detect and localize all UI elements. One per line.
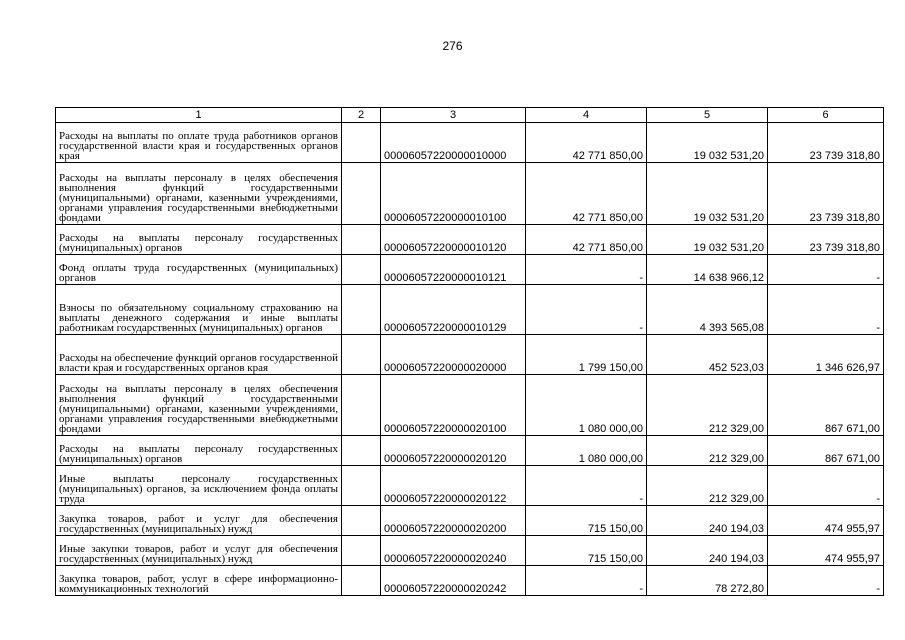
row-column-2	[342, 506, 381, 536]
row-description: Расходы на выплаты по оплате труда работников органов государственной власти края и государственных органов края	[56, 123, 342, 163]
row-value-col5: 19 032 531,20	[647, 163, 768, 225]
row-code: 00006057220000020240	[381, 536, 526, 566]
row-description: Расходы на выплаты персоналу государственных (муниципальных) органов	[56, 436, 342, 466]
column-header: 2	[342, 108, 381, 123]
column-header: 1	[56, 108, 342, 123]
row-column-2	[342, 163, 381, 225]
column-header: 3	[381, 108, 526, 123]
table-row	[56, 536, 884, 566]
table-row	[56, 375, 884, 436]
row-value-col6: 23 739 318,80	[768, 225, 884, 255]
column-header: 6	[768, 108, 884, 123]
row-description: Расходы на выплаты персоналу государственных (муниципальных) органов	[56, 225, 342, 255]
row-code: 00006057220000020000	[381, 335, 526, 375]
row-value-col5: 212 329,00	[647, 436, 768, 466]
table-row	[56, 436, 884, 466]
table-row	[56, 466, 884, 506]
row-column-2	[342, 436, 381, 466]
row-value-col6: 23 739 318,80	[768, 163, 884, 225]
row-value-col4: 1 080 000,00	[526, 375, 647, 436]
row-value-col4: -	[526, 255, 647, 285]
row-value-col4: 42 771 850,00	[526, 163, 647, 225]
row-value-col6: 867 671,00	[768, 375, 884, 436]
row-column-2	[342, 536, 381, 566]
table-row	[56, 255, 884, 285]
row-value-col4: 42 771 850,00	[526, 225, 647, 255]
row-description: Взносы по обязательному социальному страхованию на выплаты денежного содержания и иные выплаты работникам государственных (муниципальных) органов	[56, 285, 342, 335]
page-number: 276	[442, 39, 463, 53]
column-header: 4	[526, 108, 647, 123]
row-code: 00006057220000010129	[381, 285, 526, 335]
row-value-col5: 240 194,03	[647, 506, 768, 536]
row-value-col6: 474 955,97	[768, 536, 884, 566]
row-value-col5: 14 638 966,12	[647, 255, 768, 285]
row-description: Расходы на выплаты персоналу в целях обеспечения выполнения функций государственными (муниципальными) органами, казенными учреждениями, органами управления государственными внебюджетными фондами	[56, 375, 342, 436]
table-row	[56, 123, 884, 163]
row-value-col5: 240 194,03	[647, 536, 768, 566]
row-value-col5: 19 032 531,20	[647, 123, 768, 163]
row-value-col4: -	[526, 466, 647, 506]
row-column-2	[342, 375, 381, 436]
row-value-col4: 1 080 000,00	[526, 436, 647, 466]
row-column-2	[342, 255, 381, 285]
table-row	[56, 506, 884, 536]
row-column-2	[342, 466, 381, 506]
row-code: 00006057220000020100	[381, 375, 526, 436]
row-value-col4: 715 150,00	[526, 536, 647, 566]
row-code: 00006057220000010121	[381, 255, 526, 285]
row-description: Закупка товаров, работ и услуг для обеспечения государственных (муниципальных) нужд	[56, 506, 342, 536]
row-value-col5: 212 329,00	[647, 375, 768, 436]
table-row	[56, 163, 884, 225]
row-column-2	[342, 285, 381, 335]
row-description: Закупка товаров, работ, услуг в сфере информационно-коммуникационных технологий	[56, 566, 342, 596]
row-description: Иные выплаты персоналу государственных (муниципальных) органов, за исключением фонда оплаты труда	[56, 466, 342, 506]
row-value-col5: 212 329,00	[647, 466, 768, 506]
row-code: 00006057220000020122	[381, 466, 526, 506]
row-value-col4: -	[526, 285, 647, 335]
row-code: 00006057220000020120	[381, 436, 526, 466]
table-header-row	[56, 108, 884, 123]
row-column-2	[342, 225, 381, 255]
row-description: Фонд оплаты труда государственных (муниципальных) органов	[56, 255, 342, 285]
table-row	[56, 225, 884, 255]
row-code: 00006057220000010100	[381, 163, 526, 225]
row-value-col5: 4 393 565,08	[647, 285, 768, 335]
row-value-col6: -	[768, 466, 884, 506]
row-value-col4: 715 150,00	[526, 506, 647, 536]
row-value-col5: 19 032 531,20	[647, 225, 768, 255]
row-value-col6: -	[768, 285, 884, 335]
row-column-2	[342, 335, 381, 375]
row-value-col6: -	[768, 566, 884, 596]
row-value-col4: 42 771 850,00	[526, 123, 647, 163]
row-description: Расходы на выплаты персоналу в целях обеспечения выполнения функций государственными (муниципальными) органами, казенными учреждениями, органами управления государственными внебюджетными фондами	[56, 163, 342, 225]
row-code: 00006057220000010120	[381, 225, 526, 255]
row-code: 00006057220000010000	[381, 123, 526, 163]
row-value-col5: 452 523,03	[647, 335, 768, 375]
row-description: Расходы на обеспечение функций органов государственной власти края и государственных органов края	[56, 335, 342, 375]
budget-table	[55, 107, 884, 596]
table-row	[56, 566, 884, 596]
row-column-2	[342, 566, 381, 596]
row-code: 00006057220000020242	[381, 566, 526, 596]
row-value-col6: 867 671,00	[768, 436, 884, 466]
row-value-col6: 1 346 626,97	[768, 335, 884, 375]
row-value-col4: 1 799 150,00	[526, 335, 647, 375]
column-header: 5	[647, 108, 768, 123]
row-value-col4: -	[526, 566, 647, 596]
row-value-col6: 23 739 318,80	[768, 123, 884, 163]
table-row	[56, 285, 884, 335]
row-description: Иные закупки товаров, работ и услуг для обеспечения государственных (муниципальных) нужд	[56, 536, 342, 566]
table-row	[56, 335, 884, 375]
row-value-col6: 474 955,97	[768, 506, 884, 536]
row-value-col6: -	[768, 255, 884, 285]
row-value-col5: 78 272,80	[647, 566, 768, 596]
row-code: 00006057220000020200	[381, 506, 526, 536]
row-column-2	[342, 123, 381, 163]
